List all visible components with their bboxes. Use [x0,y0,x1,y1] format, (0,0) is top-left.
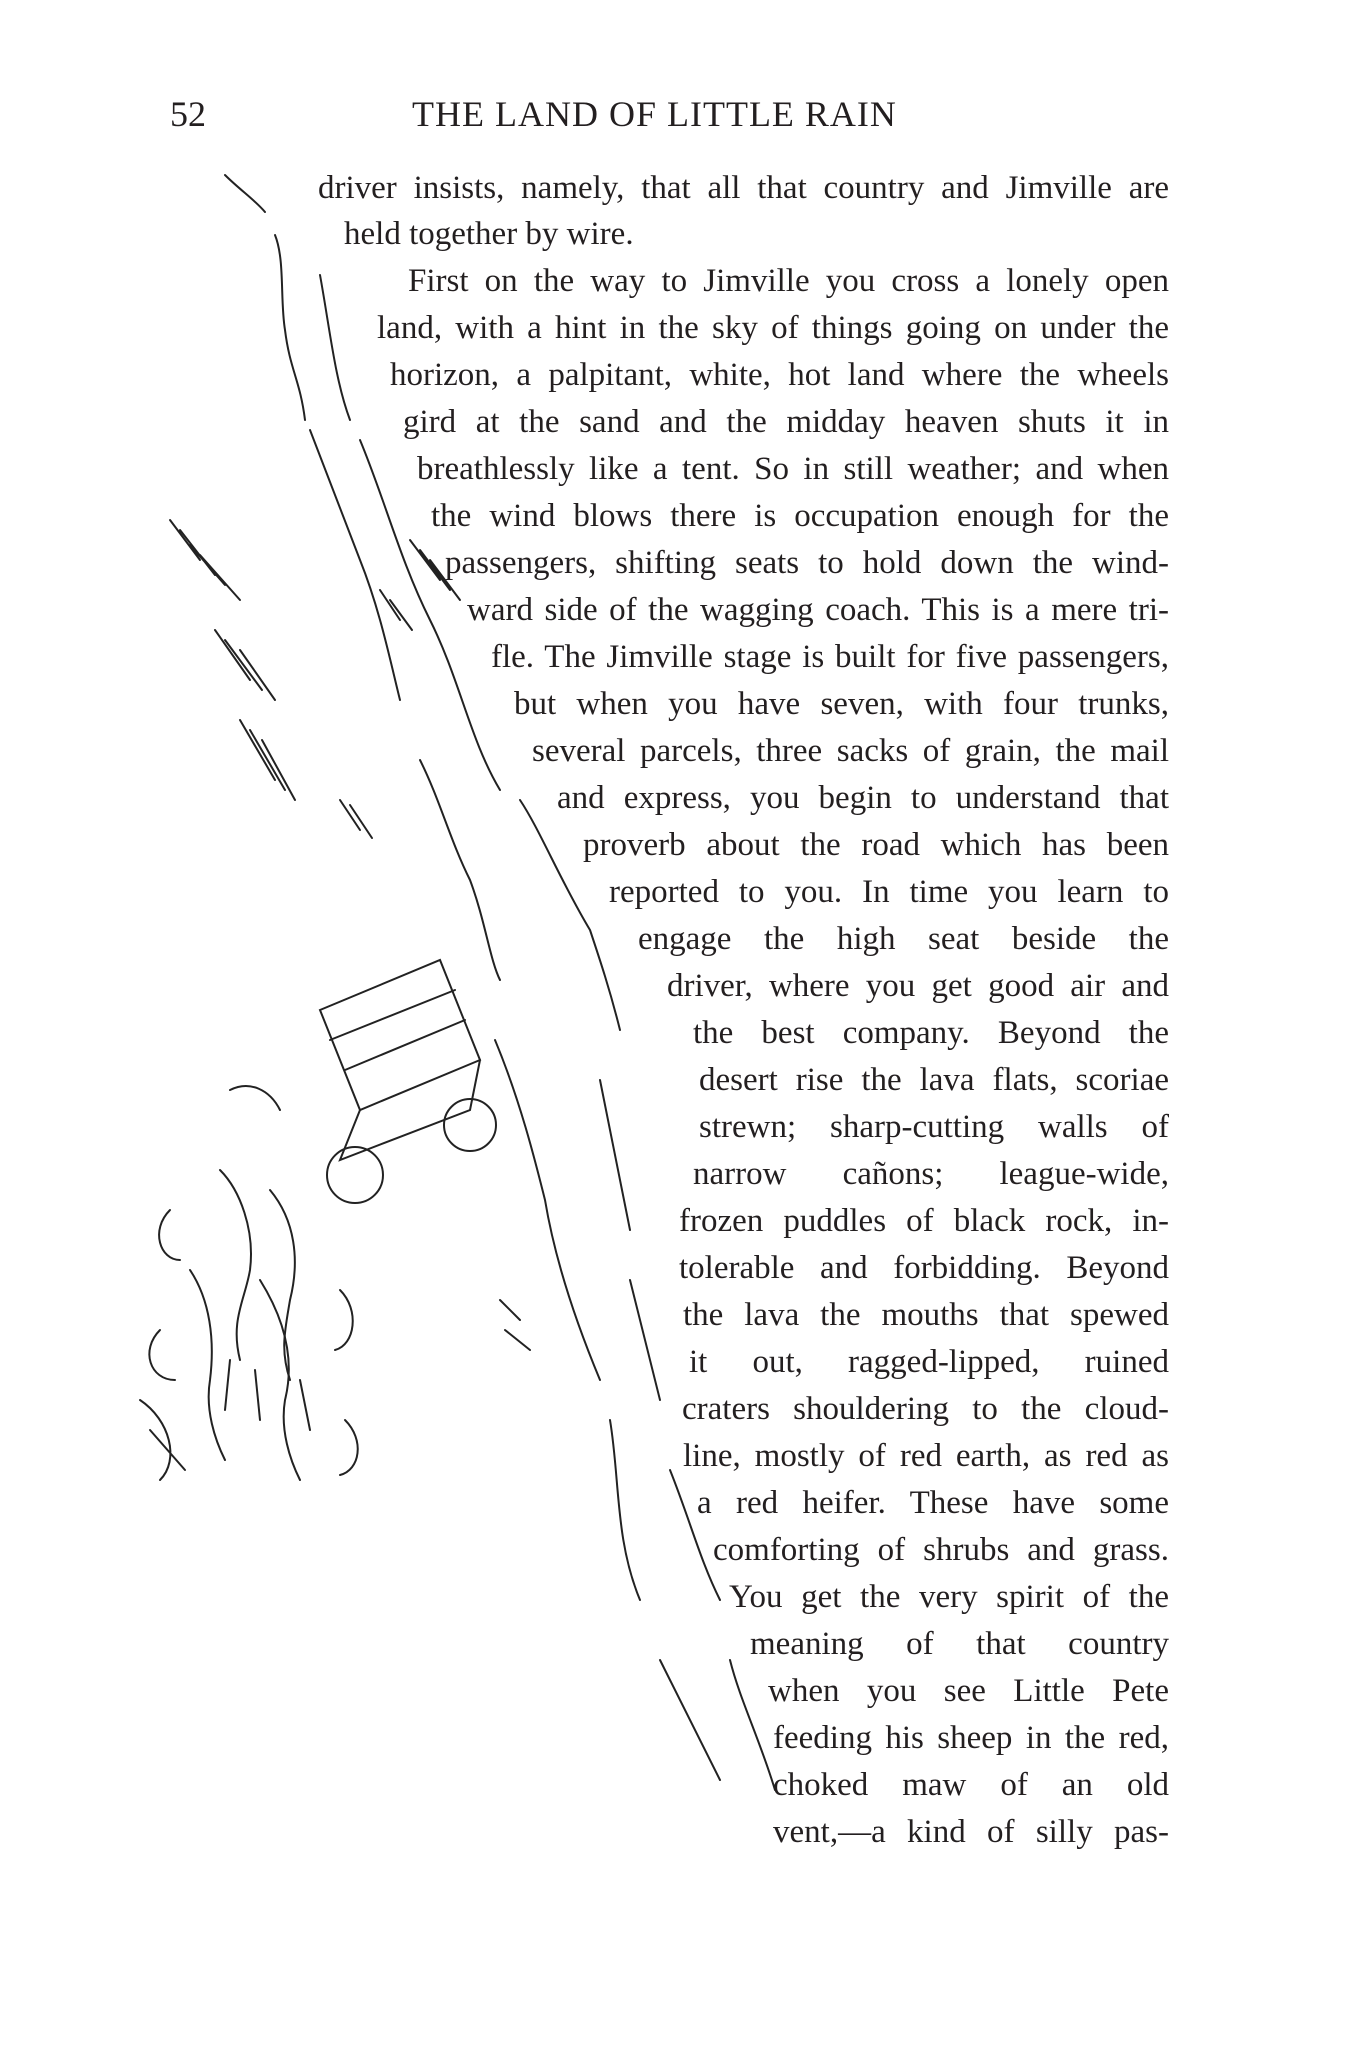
text-line: strewn; sharp-cutting walls of [699,1109,1169,1145]
text-line: the wind blows there is occupation enough for the [431,498,1169,534]
text-line: choked maw of an old [773,1767,1169,1803]
text-line: the lava the mouths that spewed [683,1297,1169,1333]
text-line: the best company. Beyond the [693,1015,1169,1051]
text-line: fle. The Jimville stage is built for five passengers, [491,639,1169,675]
text-line: frozen puddles of black rock, in- [679,1203,1169,1239]
text-line: proverb about the road which has been [583,827,1169,863]
text-line: gird at the sand and the midday heaven shuts it in [403,404,1169,440]
text-line: First on the way to Jimville you cross a lonely open [408,263,1169,299]
text-line: held together by wire. [344,216,634,252]
text-line: several parcels, three sacks of grain, the mail [532,733,1169,769]
text-line: feeding his sheep in the red, [773,1720,1169,1756]
text-line: engage the high seat beside the [638,921,1169,957]
text-line: comforting of shrubs and grass. [713,1532,1169,1568]
text-line: desert rise the lava flats, scoriae [699,1062,1169,1098]
text-line: driver insists, namely, that all that country and Jimville are [318,170,1169,206]
text-line: it out, ragged-lipped, ruined [689,1344,1169,1380]
text-line: land, with a hint in the sky of things going on under the [377,310,1169,346]
text-line: You get the very spirit of the [729,1579,1169,1615]
text-line: passengers, shifting seats to hold down the wind- [445,545,1169,581]
text-line: but when you have seven, with four trunks, [514,686,1169,722]
text-line: meaning of that country [750,1626,1169,1662]
page-number: 52 [170,94,206,134]
text-line: when you see Little Pete [768,1673,1169,1709]
text-line: driver, where you get good air and [667,968,1169,1004]
text-line: and express, you begin to understand that [557,780,1169,816]
running-title: THE LAND OF LITTLE RAIN [412,94,897,134]
text-line: a red heifer. These have some [697,1485,1169,1521]
text-line: craters shouldering to the cloud- [682,1391,1169,1427]
text-line: breathlessly like a tent. So in still weather; and when [417,451,1169,487]
text-line: vent,—a kind of silly pas- [773,1814,1169,1850]
text-line: line, mostly of red earth, as red as [683,1438,1169,1474]
text-line: ward side of the wagging coach. This is a mere tri- [467,592,1169,628]
text-line: narrow cañons; league-wide, [693,1156,1169,1192]
text-line: tolerable and forbidding. Beyond [679,1250,1169,1286]
text-line: reported to you. In time you learn to [609,874,1169,910]
text-line: horizon, a palpitant, white, hot land where the wheels [390,357,1169,393]
